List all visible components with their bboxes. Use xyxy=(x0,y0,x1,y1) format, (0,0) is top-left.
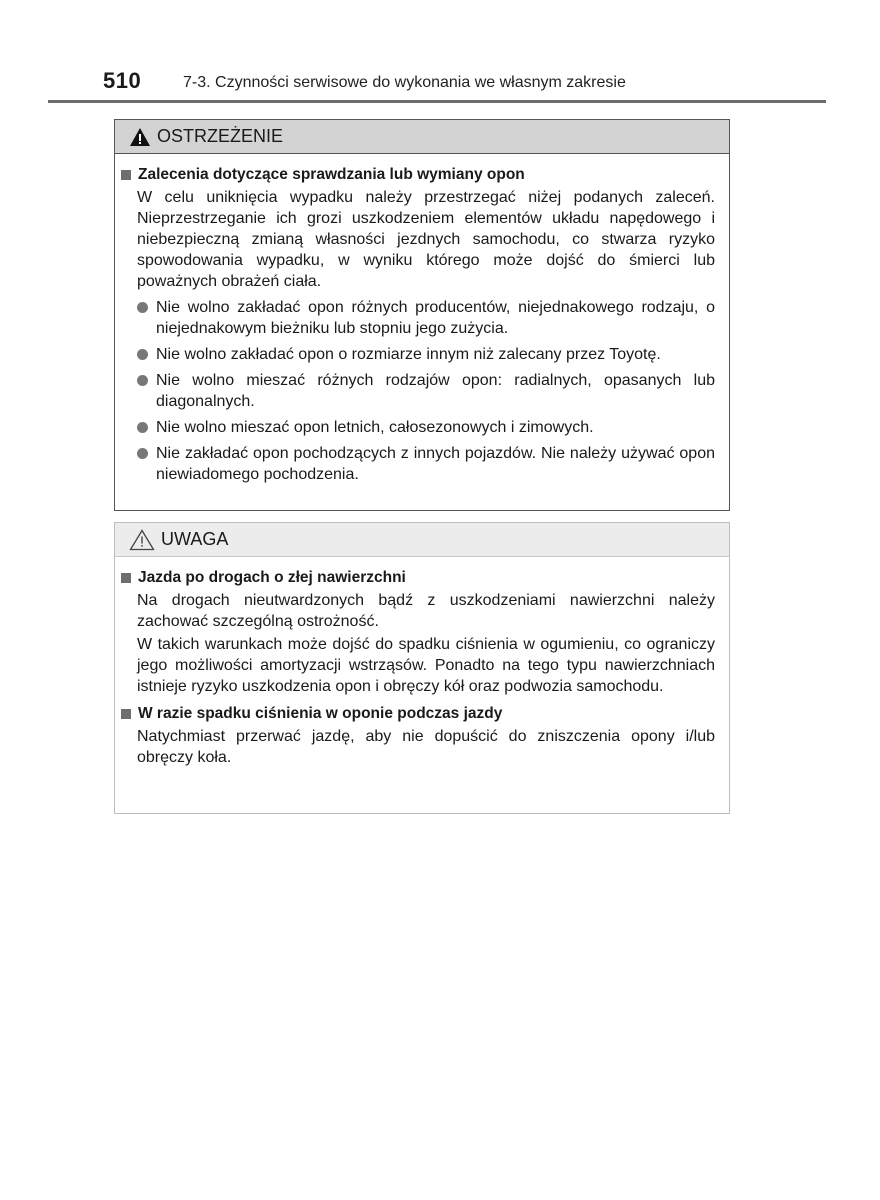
warning-box xyxy=(114,119,730,511)
caution-section-title xyxy=(121,567,715,588)
caution-paragraph: W takich warunkach może dojść do spadku ciśnienia w ogumieniu, co ograniczy jego możliwości amortyzacji wstrząsów. Ponadto na tego typu nawierzchniach istnieje ryzyko uszkodzenia opon i obręczy kół oraz podwozia samochodu. xyxy=(137,636,715,695)
warning-heading: OSTRZEŻENIE xyxy=(157,126,284,146)
caution-paragraph: Na drogach nieutwardzonych bądź z uszkodzeniami nawierzchni należy zachować szczególną ostrożność. xyxy=(137,592,715,630)
page-number: 510 xyxy=(103,68,142,93)
caution-paragraph: Natychmiast przerwać jazdę, aby nie dopuścić do zniszczenia opony i/lub obręczy koła. xyxy=(137,728,715,766)
list-item xyxy=(137,344,715,365)
caution-box-header xyxy=(115,523,729,557)
list-item xyxy=(137,417,715,438)
warning-triangle-outline-icon xyxy=(129,529,155,551)
caution-box xyxy=(114,522,730,814)
square-bullet-icon xyxy=(121,170,131,180)
warning-section-title-text: Zalecenia dotyczące sprawdzania lub wymiany opon xyxy=(138,166,525,183)
list-item-text: Nie wolno mieszać opon letnich, całosezonowych i zimowych. xyxy=(156,419,594,436)
list-item xyxy=(137,370,715,412)
square-bullet-icon xyxy=(121,573,131,583)
list-item-text: Nie wolno zakładać opon różnych producentów, niejednakowego rodzaju, o niejednakowym bieżniku lub stopniu jego zużycia. xyxy=(156,299,715,337)
page-header xyxy=(0,0,880,104)
warning-intro: W celu uniknięcia wypadku należy przestrzegać niżej podanych zaleceń. Nieprzestrzeganie ich grozi uszkodzeniem elementów układu napędowego i niebezpieczną zmianą własności jezdnych samochodu, co stwarza ryzyko spowodowania wypadku, w wyniku którego może dojść do śmierci lub poważnych obrażeń ciała. xyxy=(137,189,715,290)
caution-section-title-text: W razie spadku ciśnienia w oponie podczas jazdy xyxy=(138,705,503,722)
round-bullet-icon xyxy=(137,448,148,459)
round-bullet-icon xyxy=(137,422,148,433)
list-item-text: Nie wolno mieszać różnych rodzajów opon: radialnych, opasanych lub diagonalnych. xyxy=(156,372,715,410)
warning-box-header xyxy=(115,120,729,154)
square-bullet-icon xyxy=(121,709,131,719)
round-bullet-icon xyxy=(137,375,148,386)
warning-triangle-filled-icon xyxy=(129,127,151,147)
header-rule xyxy=(48,100,826,103)
list-item xyxy=(137,443,715,485)
warning-section-title xyxy=(121,164,715,185)
chapter-title: 7-3. Czynności serwisowe do wykonania we własnym zakresie xyxy=(183,74,626,91)
caution-section-title-text: Jazda po drogach o złej nawierzchni xyxy=(138,569,406,586)
caution-section-title xyxy=(121,703,715,724)
round-bullet-icon xyxy=(137,349,148,360)
list-item xyxy=(137,297,715,339)
list-item-text: Nie zakładać opon pochodzących z innych pojazdów. Nie należy używać opon niewiadomego pochodzenia. xyxy=(156,445,715,483)
round-bullet-icon xyxy=(137,302,148,313)
caution-heading: UWAGA xyxy=(161,529,229,549)
list-item-text: Nie wolno zakładać opon o rozmiarze innym niż zalecany przez Toyotę. xyxy=(156,346,661,363)
